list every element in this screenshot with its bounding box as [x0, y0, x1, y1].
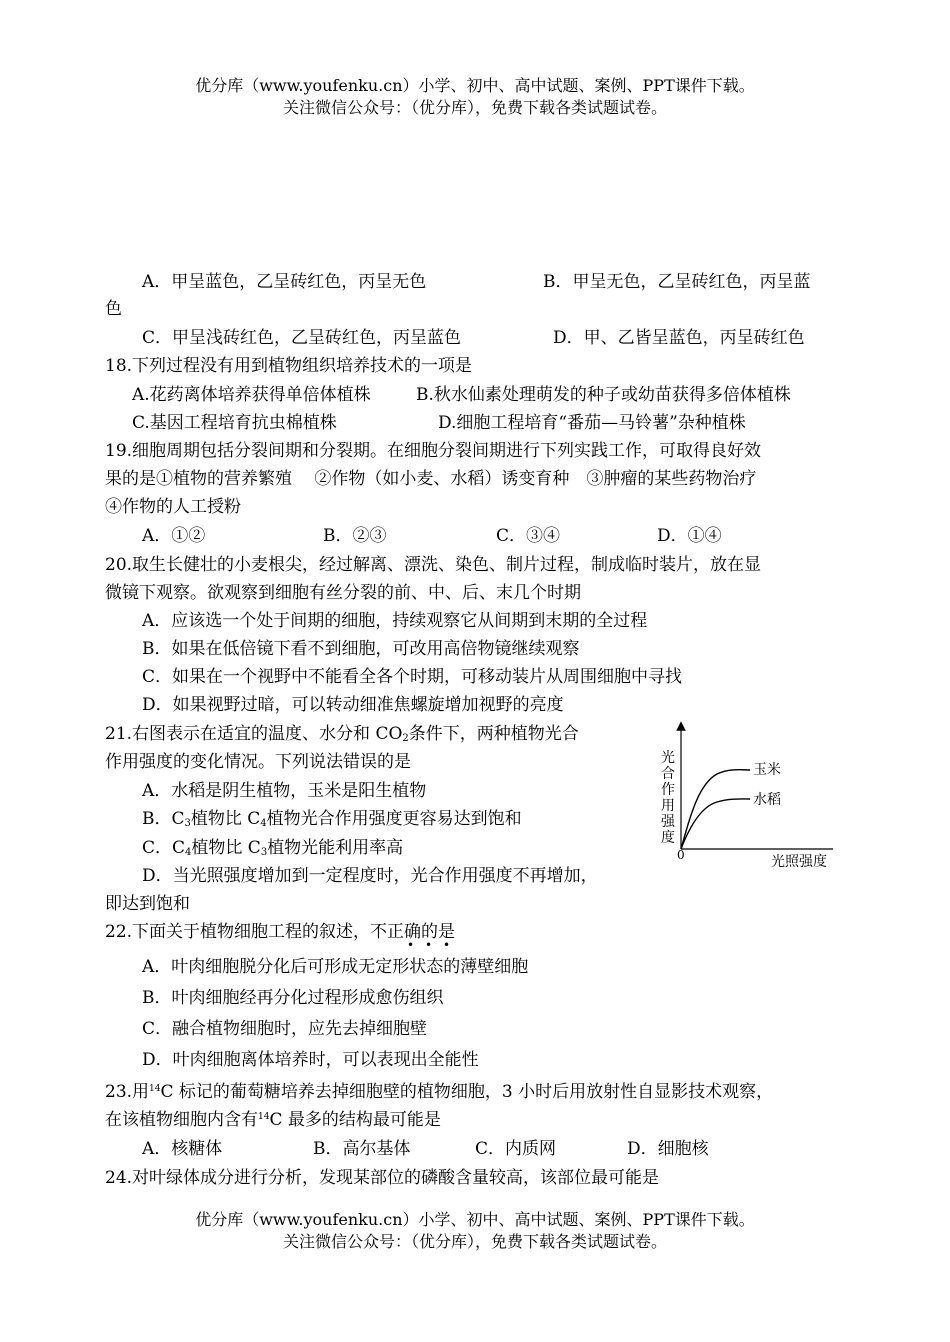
graph-curve-corn [681, 770, 750, 849]
page-footer-line-2: 关注微信公众号：（优分库），免费下载各类试题试卷。 [282, 1232, 667, 1251]
q19-option-a: A．①② [142, 526, 206, 546]
q20-stem-line-1: 20.取生长健壮的小麦根尖，经过解离、漂洗、染色、制片过程，制成临时装片，放在显 [105, 555, 762, 575]
q23-option-a: A．核糖体 [142, 1139, 223, 1159]
q21-option-c: C．$C_4$植物比 $C_3$植物光能利用率高 [142, 838, 404, 858]
emphasis-dot: • [425, 938, 433, 952]
q17-option-b: B．甲呈无色，乙呈砖红色，丙呈蓝 [543, 272, 811, 292]
svg-text:用: 用 [661, 798, 675, 814]
q21-option-d-wrap: 即达到饱和 [105, 894, 190, 914]
graph-label-rice: 水稻 [753, 792, 781, 808]
q21-option-a: A．水稻是阴生植物，玉米是阳生植物 [142, 781, 427, 801]
q19-stem-line-2: 果的是①植物的营养繁殖 ②作物（如小麦、水稻）诱变育种 ③肿瘤的某些药物治疗 [105, 469, 757, 489]
q19-option-c: C．③④ [496, 526, 561, 546]
q19-option-b: B．②③ [323, 526, 387, 546]
q17-option-b-wrap: 色 [105, 299, 122, 319]
page-header-line-2: 关注微信公众号：（优分库），免费下载各类试题试卷。 [282, 98, 667, 117]
q21-option-d: D．当光照强度增加到一定程度时，光合作用强度不再增加， [142, 866, 598, 886]
q22-option-a: A．叶肉细胞脱分化后可形成无定形状态的薄壁细胞 [142, 957, 529, 977]
q19-stem-line-1: 19.细胞周期包括分裂间期和分裂期。在细胞分裂间期进行下列实践工作，可取得良好效 [105, 441, 762, 461]
graph-y-label [661, 749, 676, 846]
q20-option-a: A．应该选一个处于间期的细胞，持续观察它从间期到末期的全过程 [142, 611, 648, 631]
q21-stem-line-1: 21.右图表示在适宜的温度、水分和 $CO_2$条件下，两种植物光合 [105, 724, 579, 744]
q18-option-a: A.花药离体培养获得单倍体植株 [132, 385, 371, 405]
q23-stem-line-1: 23.用$^{14}$C 标记的葡萄糖培养去掉细胞壁的植物细胞，3 小时后用放射性自显影技术观察， [105, 1082, 774, 1102]
q19-stem-line-3: ④作物的人工授粉 [105, 497, 241, 517]
svg-text:光: 光 [661, 750, 675, 766]
svg-text:强: 强 [661, 814, 675, 830]
q21-option-b: B．$C_3$植物比 $C_4$植物光合作用强度更容易达到饱和 [142, 809, 522, 829]
q18-option-b: B.秋水仙素处理萌发的种子或幼苗获得多倍体植株 [416, 385, 791, 405]
q23-option-c: C．内质网 [475, 1139, 557, 1159]
emphasis-dot: • [443, 938, 451, 952]
q20-option-b: B．如果在低倍镜下看不到细胞，可改用高倍物镜继续观察 [142, 639, 580, 659]
q18-stem: 18.下列过程没有用到植物组织培养技术的一项是 [105, 356, 473, 376]
q18-option-d: D.细胞工程培育“番茄—马铃薯”杂种植株 [438, 413, 746, 433]
graph-curve-rice [681, 799, 750, 849]
q20-option-d: D．如果视野过暗，可以转动细准焦螺旋增加视野的亮度 [142, 695, 564, 715]
graph-x-label: 光照强度 [771, 854, 827, 870]
page-footer-line-1: 优分库（www.youfenku.cn）小学、初中、高中试题、案例、PPT课件下载。 [195, 1210, 755, 1229]
q22-option-d: D．叶肉细胞离体培养时，可以表现出全能性 [142, 1050, 479, 1070]
q23-option-b: B．高尔基体 [313, 1139, 411, 1159]
emphasis-dot: • [407, 938, 415, 952]
q23-option-d: D．细胞核 [627, 1139, 709, 1159]
q18-option-c: C.基因工程培育抗虫棉植株 [132, 413, 337, 433]
q22-option-b: B．叶肉细胞经再分化过程形成愈伤组织 [142, 988, 444, 1008]
q21-stem-line-2: 作用强度的变化情况。下列说法错误的是 [105, 752, 411, 772]
q24-stem: 24.对叶绿体成分进行分析，发现某部位的磷酸含量较高，该部位最可能是 [105, 1168, 660, 1188]
svg-text:度: 度 [661, 830, 675, 846]
page-header-line-1: 优分库（www.youfenku.cn）小学、初中、高中试题、案例、PPT课件下载。 [195, 76, 755, 95]
q22-option-c: C．融合植物细胞时，应先去掉细胞壁 [142, 1019, 428, 1039]
q22-stem: 22.下面关于植物细胞工程的叙述，不正确的是 [105, 922, 456, 942]
q20-option-c: C．如果在一个视野中不能看全各个时期，可移动装片从周围细胞中寻找 [142, 667, 683, 687]
q20-stem-line-2: 微镜下观察。欲观察到细胞有丝分裂的前、中、后、末几个时期 [105, 583, 581, 603]
graph-origin: 0 [677, 848, 685, 862]
svg-text:作: 作 [661, 782, 675, 798]
q17-option-c: C．甲呈浅砖红色，乙呈砖红色，丙呈蓝色 [142, 328, 462, 348]
photosynthesis-graph [655, 718, 845, 878]
q23-stem-line-2: 在该植物细胞内含有$^{14}$C 最多的结构最可能是 [105, 1110, 441, 1130]
q22-emphasis: 不正确 [370, 922, 422, 942]
q17-option-a: A．甲呈蓝色，乙呈砖红色，丙呈无色 [142, 272, 427, 292]
q17-option-d: D．甲、乙皆呈蓝色，丙呈砖红色 [553, 328, 805, 348]
svg-text:合: 合 [661, 766, 675, 782]
q19-option-d: D．①④ [657, 526, 722, 546]
graph-label-corn: 玉米 [753, 762, 781, 778]
